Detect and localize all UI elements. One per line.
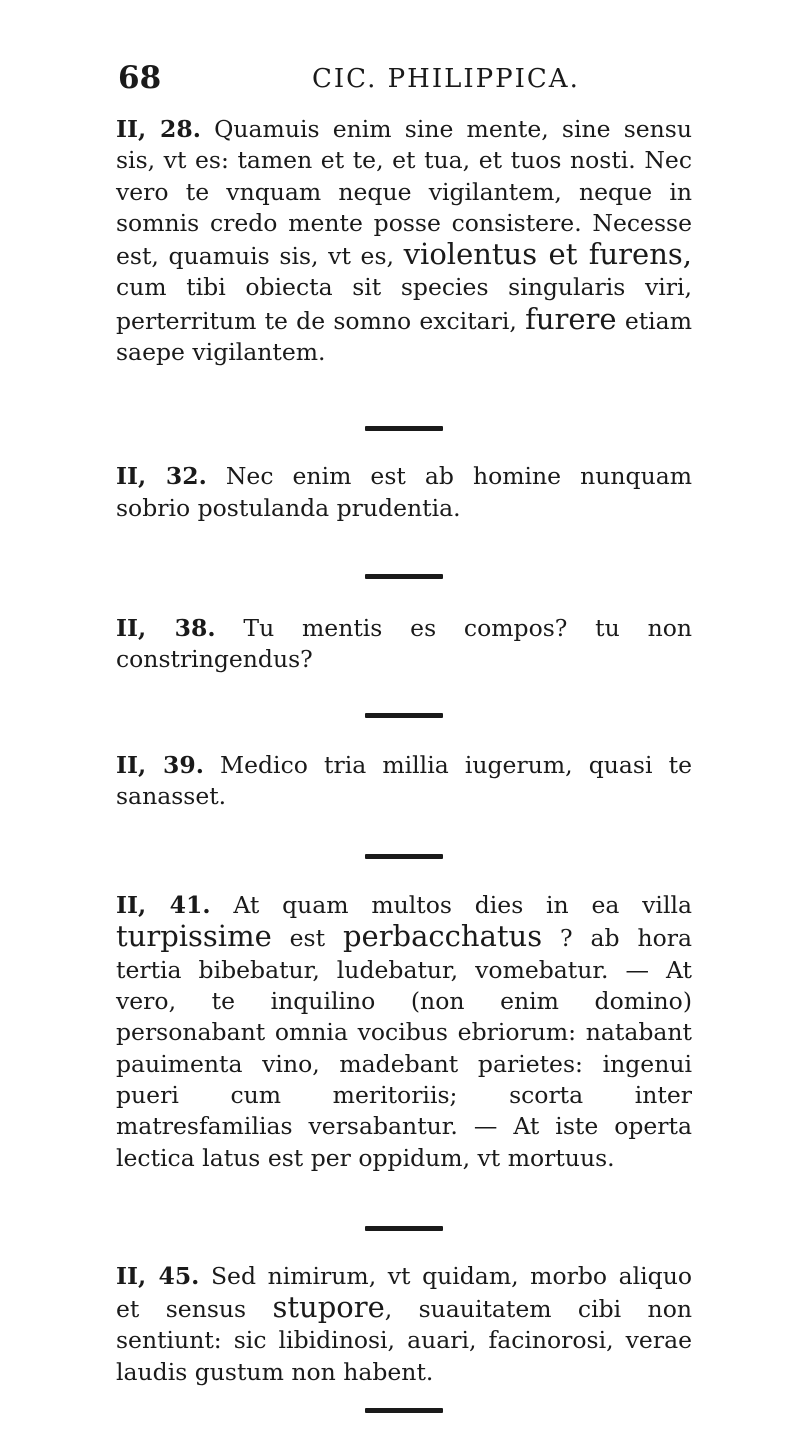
entry-5-emphasis-2: perbacchatus — [342, 919, 543, 954]
entry-6-ref: II, 45. — [116, 1261, 200, 1290]
entry-1-ref: II, 28. — [116, 115, 201, 143]
entry-1-text-b: cum tibi obiecta sit species singularis viri, perterritum te de somno excitari, — [116, 273, 692, 335]
entry-1-emphasis-1: violentus et furens, — [403, 237, 692, 272]
entry-2-text: Nec enim est ab homine nunquam sobrio postulanda prudentia. — [116, 462, 692, 522]
entry-6-text-a: Sed nimirum, vt quidam, morbo aliquo et sensus — [116, 1261, 692, 1324]
entry-3-text: Tu mentis es compos? tu non constringendus? — [116, 613, 692, 674]
entry-5 — [116, 890, 692, 1174]
entry-6-text-b: , suauitatem cibi non sentiunt: sic libidinosi, auari, facinorosi, verae laudis gustum non habent. — [116, 1295, 692, 1386]
entry-4-ref: II, 39. — [116, 750, 204, 779]
entry-3-ref: II, 38. — [116, 613, 216, 642]
section-divider — [365, 426, 443, 431]
section-divider — [365, 854, 443, 859]
entry-4-text: Medico tria millia iugerum, quasi te sanasset. — [116, 750, 692, 810]
entry-2-ref: II, 32. — [116, 462, 207, 491]
entry-1-emphasis-2: furere — [525, 301, 617, 336]
entry-5-text-b: est — [289, 924, 326, 953]
entry-2 — [116, 461, 692, 524]
page-body — [116, 114, 692, 1413]
entry-5-ref: II, 41. — [116, 891, 211, 920]
section-divider — [365, 574, 443, 579]
entry-4 — [116, 750, 692, 813]
entry-6-emphasis: stupore — [272, 1290, 385, 1325]
running-head: CIC. PHILIPPICA. — [312, 64, 580, 94]
entry-5-emphasis-1: turpissime — [116, 919, 272, 954]
entry-6 — [116, 1261, 692, 1388]
entry-1-text-c: etiam saepe vigilantem. — [116, 306, 692, 367]
entry-1-text-a: Quamuis enim sine mente, sine sensu sis, vt es: tamen et te, et tua, et tuos nosti. Nec vero te vnquam neque vigilantem, neque in somnis credo mente posse consistere. Necesse est, quamuis sis, vt es, — [116, 115, 692, 271]
entry-3 — [116, 613, 692, 676]
section-divider — [365, 1226, 443, 1231]
section-divider — [365, 713, 443, 718]
page-number: 68 — [118, 60, 162, 96]
entry-5-text-c: ? ab hora tertia bibebatur, ludebatur, vomebatur. — At vero, te inquilino (non enim domino) personabant omnia vocibus ebriorum: natabant pauimenta vino, madebant parietes: ingenui pueri cum meritoriis; scorta inter matresfamilias versabantur. — At iste operta lectica latus est per oppidum, vt mortuus. — [116, 924, 692, 1172]
entry-1 — [116, 114, 692, 368]
page-header — [118, 60, 678, 100]
section-divider — [365, 1408, 443, 1413]
entry-5-text-a: At quam multos dies in ea villa — [233, 891, 692, 920]
